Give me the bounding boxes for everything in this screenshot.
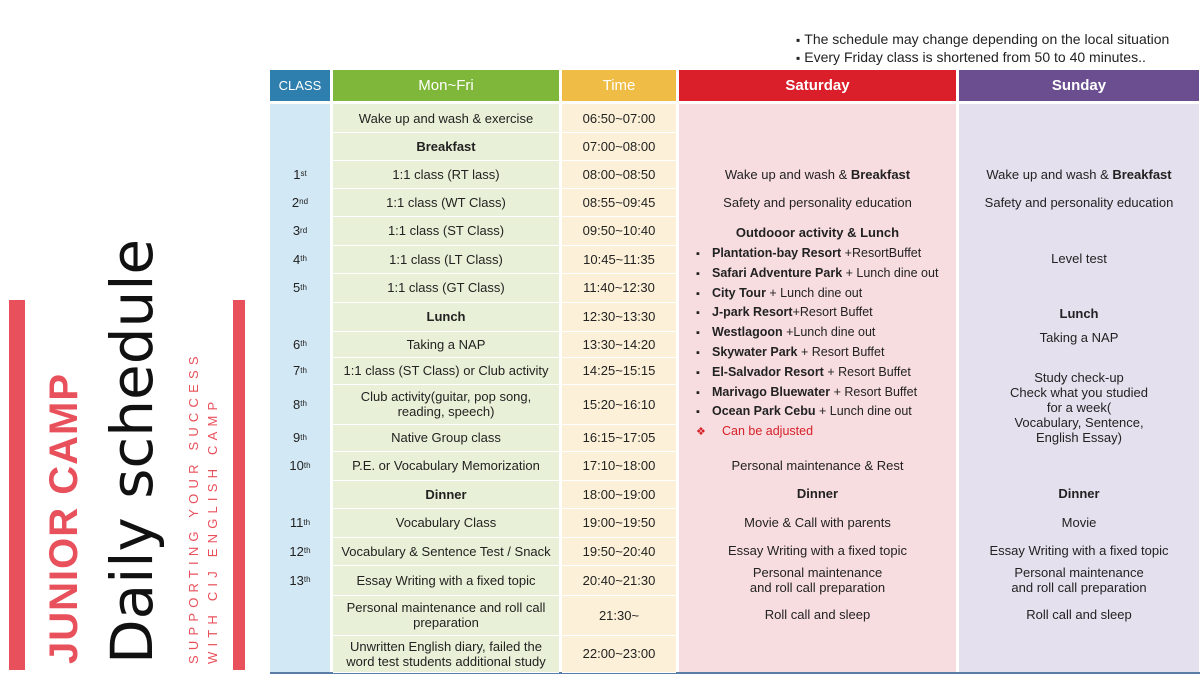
class-number: 9 th — [293, 430, 307, 445]
activity-cell: Lunch — [426, 309, 466, 324]
class-number — [270, 595, 330, 635]
daily-schedule-title: Daily schedule — [98, 238, 166, 664]
class-num: 1 — [293, 166, 301, 182]
outdoor-item: ▪ Marivago Bluewater + Resort Buffet — [696, 383, 938, 403]
class-number — [270, 104, 330, 132]
schedule-notes — [796, 31, 1169, 67]
sun-sleep: Roll call and sleep — [1026, 607, 1132, 622]
time-cell: 07:00~08:00 — [582, 138, 656, 154]
row-divider — [562, 672, 676, 673]
activity-cell: Wake up and wash & exercise — [358, 110, 534, 126]
activity-cell: 1:1 class (ST Class) — [387, 223, 505, 238]
class-number: 5 th — [293, 280, 307, 295]
sun-nap: Taking a NAP — [1039, 330, 1119, 345]
time-cell: 12:30~13:30 — [582, 309, 656, 324]
time-cell: 06:50~07:00 — [582, 110, 656, 126]
activity-cell: 1:1 class (ST Class) or Club activity — [343, 363, 549, 378]
time-cell: 09:50~10:40 — [582, 223, 656, 238]
sun-wake: Wake up and wash & Breakfast — [986, 167, 1172, 182]
adjust-note: ❖ Can be adjusted — [696, 422, 938, 442]
activity-cell: Vocabulary Class — [395, 515, 497, 530]
class-num: 10 — [289, 458, 304, 473]
activity-cell: 1:1 class (LT Class) — [389, 251, 503, 267]
class-number — [270, 302, 330, 331]
tagline-line-2: WITH CIJ ENGLISH CAMP — [205, 396, 220, 664]
sun-dinner: Dinner — [1058, 486, 1100, 501]
note-item: ▪ Every Friday class is shortened from 50 to 40 minutes.. — [796, 49, 1169, 67]
sun-essay: Essay Writing with a fixed topic — [989, 543, 1169, 558]
sat-maintenance: Personal maintenance and roll call preparation — [749, 565, 886, 595]
time-cell: 22:00~23:00 — [582, 646, 656, 661]
outdoor-item: ▪ Safari Adventure Park + Lunch dine out — [696, 264, 938, 284]
activity-cell: Taking a NAP — [406, 336, 486, 352]
sat-essay: Essay Writing with a fixed topic — [728, 543, 907, 558]
header-class: CLASS — [270, 70, 330, 101]
sat-outdoor-list — [696, 244, 938, 442]
time-cell: 19:00~19:50 — [582, 515, 656, 530]
time-cell: 17:10~18:00 — [582, 458, 656, 473]
outdoor-item: ▪ J-park Resort+Resort Buffet — [696, 303, 938, 323]
class-number — [270, 132, 330, 160]
sat-outdoor-title: Outdooor activity & Lunch — [735, 225, 900, 240]
class-num: 4 — [293, 251, 301, 267]
class-num: 9 — [293, 430, 301, 445]
sun-maintenance: Personal maintenance and roll call preparation — [1011, 565, 1147, 595]
header-time: Time — [562, 70, 676, 101]
time-cell: 20:40~21:30 — [582, 572, 656, 588]
sat-wake: Wake up and wash & Breakfast — [724, 167, 911, 182]
class-num: 5 — [293, 280, 301, 295]
sun-lunch: Lunch — [1059, 306, 1099, 321]
sun-safety: Safety and personality education — [984, 195, 1174, 210]
time-cell: 18:00~19:00 — [582, 486, 656, 502]
sat-safety: Safety and personality education — [723, 195, 912, 210]
accent-bar-left — [9, 300, 25, 670]
sun-movie: Movie — [1061, 515, 1097, 530]
class-num: 8 — [293, 396, 301, 412]
sun-study-checkup: Study check-up Check what you studied for a week( Vocabulary, Sentence, English Essay) — [1009, 370, 1149, 445]
class-number: 12 th — [289, 543, 311, 559]
class-num: 12 — [289, 543, 304, 559]
activity-cell: 1:1 class (RT lass) — [392, 166, 500, 182]
class-num: 3 — [292, 223, 301, 238]
outdoor-item: ▪ Plantation-bay Resort +ResortBuffet — [696, 244, 938, 264]
class-num: 7 — [293, 363, 301, 378]
class-num: 13 — [289, 572, 304, 588]
time-cell: 11:40~12:30 — [583, 280, 655, 295]
time-cell: 08:55~09:45 — [582, 194, 656, 210]
class-number: 1 st — [293, 166, 307, 182]
time-cell: 10:45~11:35 — [583, 251, 655, 267]
class-number — [270, 635, 330, 672]
activity-cell: Unwritten English diary, failed the word test students additional study — [346, 638, 546, 669]
class-number: 2 nd — [291, 194, 309, 210]
time-cell: 21:30~ — [598, 607, 640, 623]
row-divider — [333, 672, 559, 673]
class-number: 7 th — [293, 363, 307, 378]
class-number: 8 th — [293, 396, 307, 412]
outdoor-item: ▪ Westlagoon +Lunch dine out — [696, 323, 938, 343]
outdoor-item: ▪ City Tour + Lunch dine out — [696, 284, 938, 304]
activity-cell: 1:1 class (GT Class) — [387, 280, 505, 295]
class-num: 11 — [289, 515, 304, 530]
activity-cell: P.E. or Vocabulary Memorization — [352, 458, 540, 473]
time-cell: 14:25~15:15 — [582, 363, 656, 378]
sat-sleep: Roll call and sleep — [764, 607, 871, 622]
class-num: 2 — [291, 194, 300, 210]
time-cell: 08:00~08:50 — [582, 166, 656, 182]
time-cell: 19:50~20:40 — [582, 543, 656, 559]
class-number: 3 rd — [292, 223, 308, 238]
class-number — [270, 480, 330, 508]
time-cell: 16:15~17:05 — [582, 430, 656, 445]
time-cell: 15:20~16:10 — [582, 396, 656, 412]
class-num: 6 — [293, 336, 301, 352]
outdoor-item: ▪ Skywater Park + Resort Buffet — [696, 343, 938, 363]
class-number: 10 th — [289, 458, 311, 473]
activity-cell: Vocabulary & Sentence Test / Snack — [341, 543, 551, 559]
class-number: 13 th — [289, 572, 311, 588]
class-number: 4 th — [293, 251, 307, 267]
activity-cell: Breakfast — [416, 138, 476, 154]
sun-level-test: Level test — [1051, 251, 1107, 266]
activity-cell: Dinner — [425, 486, 467, 502]
activity-cell: Native Group class — [391, 430, 501, 445]
time-cell: 13:30~14:20 — [582, 336, 656, 352]
accent-bar-right — [233, 300, 245, 670]
outdoor-item: ▪ Ocean Park Cebu + Lunch dine out — [696, 402, 938, 422]
activity-cell: Personal maintenance and roll call preparation — [346, 600, 546, 630]
header-monfri: Mon~Fri — [333, 70, 559, 101]
outdoor-item: ▪ El-Salvador Resort + Resort Buffet — [696, 363, 938, 383]
activity-cell: Club activity(guitar, pop song, reading, speech) — [360, 389, 532, 419]
sat-personal-rest: Personal maintenance & Rest — [731, 458, 904, 473]
activity-cell: Essay Writing with a fixed topic — [356, 572, 536, 588]
class-number: 11 th — [289, 515, 311, 530]
tagline-line-1: SUPPORTING YOUR SUCCESS — [186, 351, 201, 664]
note-item: ▪ The schedule may change depending on the local situation — [796, 31, 1169, 49]
sat-movie-call: Movie & Call with parents — [744, 515, 891, 530]
junior-camp-title: JUNIOR CAMP — [42, 372, 86, 664]
sat-dinner: Dinner — [796, 486, 839, 501]
header-saturday: Saturday — [679, 70, 956, 101]
class-number: 6 th — [293, 336, 307, 352]
header-sunday: Sunday — [959, 70, 1199, 101]
activity-cell: 1:1 class (WT Class) — [386, 194, 506, 210]
